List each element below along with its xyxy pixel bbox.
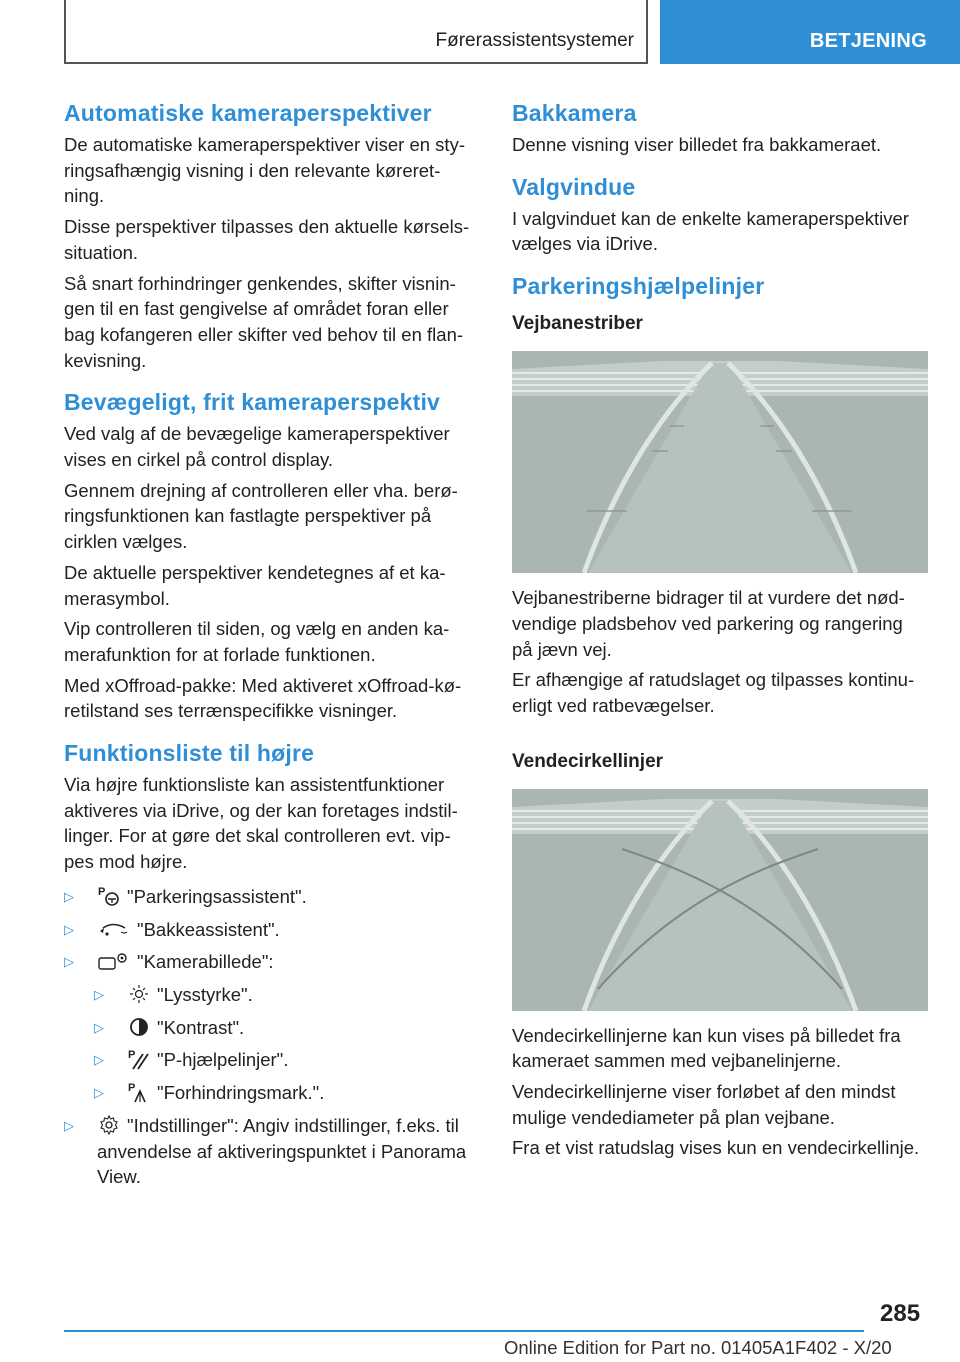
paragraph: Vejbanestriberne bidrager til at vurdere det nød-vendige pladsbehov ved parkering og rangering på jævn vej. [512, 587, 905, 660]
triangle-bullet-icon: ▷ [64, 921, 74, 937]
subheading-lane-lines: Vejbanestriber [512, 313, 643, 335]
paragraph: I valgvinduet kan de enkelte kameraperspektiver vælges via iDrive. [512, 207, 909, 255]
svg-text:P: P [128, 1049, 136, 1062]
triangle-bullet-icon: ▷ [64, 888, 74, 904]
left-column [64, 98, 480, 1197]
list-item [64, 884, 480, 910]
turning-circle-lines-image [512, 789, 928, 1011]
paragraph: Disse perspektiver tilpasses den aktuelle kørsels-situation. [64, 216, 470, 263]
paragraph: Vip controlleren til siden, og vælg en anden ka-merafunktion for at forlade funktionen. [64, 618, 450, 665]
paragraph: Er afhængige af ratudslaget og tilpasses kontinu-erligt ved ratbevægelser. [512, 669, 915, 716]
heading-selection-window: Valgvindue [512, 173, 636, 200]
paragraph: Via højre funktionsliste kan assistentfunktioner aktiveres via iDrive, og der kan foretages indstil-linger. For at gøre det skal controlleren evt. vip-pes mod højre. [64, 774, 458, 873]
header-section-title [64, 0, 648, 64]
list-item [64, 949, 480, 975]
paragraph: Fra et vist ratudslag vises kun en vendecirkellinje. [512, 1137, 920, 1159]
paragraph: Denne visning viser billedet fra bakkameraet. [512, 134, 882, 155]
page-number: 285 [880, 1300, 921, 1327]
heading-automatic-perspectives: Automatiske kameraperspektiver [64, 100, 432, 126]
paragraph: Gennem drejning af controlleren eller vha. berø-ringsfunktionen kan fastlagte perspektiver på cirklen vælges. [64, 479, 458, 553]
list-item [64, 982, 480, 1008]
heading-parking-guide-lines: Parkeringshjælpelinjer [512, 273, 765, 300]
list-item [64, 1047, 480, 1073]
svg-text:P: P [98, 885, 106, 898]
settings-gear-icon [97, 1114, 121, 1136]
subheading-turning-circle-lines: Vendecirkellinjer [512, 750, 664, 772]
camera-sublist [64, 982, 480, 1106]
contrast-icon [127, 1016, 151, 1038]
chapter-tab-label: BETJENING [809, 30, 927, 52]
paragraph: De automatiske kameraperspektiver viser en sty-ringsafhængig visning i den relevante køreret-ning. [64, 134, 465, 207]
function-list [64, 884, 480, 975]
list-item [64, 917, 480, 943]
chapter-tab [660, 0, 960, 64]
svg-text:P: P [128, 1082, 136, 1095]
list-item-text: "Bakkeassistent". [137, 918, 280, 940]
camera-settings-icon [97, 950, 131, 972]
section-title-text: Førerassistentsystemer [435, 30, 634, 51]
paragraph: Vendecirkellinjerne kan kun vises på billedet fra kameraet sammen med vejbanelinjerne. [512, 1024, 901, 1072]
obstacle-marking-icon [127, 1081, 151, 1103]
list-item-text: "Lysstyrke". [157, 983, 253, 1005]
list-item-text: "P-hjælpelinjer". [157, 1049, 289, 1071]
heading-function-list: Funktionsliste til højre [64, 740, 315, 767]
list-item-text: "Kamerabillede": [137, 951, 274, 973]
paragraph: Ved valg af de bevægelige kameraperspektiver vises en cirkel på control display. [64, 423, 450, 471]
brightness-icon [127, 983, 151, 1005]
reversing-assistant-icon [97, 918, 131, 940]
list-item [64, 1113, 480, 1190]
footer-divider [64, 1330, 864, 1332]
triangle-bullet-icon: ▷ [94, 986, 104, 1002]
list-item [64, 1080, 480, 1106]
edition-note: Online Edition for Part no. 01405A1F402 - X/20 [504, 1337, 892, 1358]
paragraph: Så snart forhindringer genkendes, skifter visnin-gen til en fast gengivelse af området foran eller bag kofangeren eller skifter ved behov til en flan-kevisning. [64, 272, 464, 371]
list-item-text: "Parkeringsassistent". [127, 885, 307, 907]
triangle-bullet-icon: ▷ [64, 1117, 74, 1133]
list-item [64, 1015, 480, 1041]
parking-assistant-icon [97, 885, 121, 907]
paragraph: Vendecirkellinjerne viser forløbet af den mindst mulige vendediameter på plan vejbane. [512, 1081, 896, 1128]
right-column [512, 98, 928, 1166]
heading-free-perspective: Bevægeligt, frit kameraperspektiv [64, 389, 441, 416]
triangle-bullet-icon: ▷ [94, 1052, 104, 1068]
heading-reversing-camera: Bakkamera [512, 100, 637, 126]
list-item-text: "Forhindringsmark.". [157, 1082, 325, 1104]
function-list-settings [64, 1113, 480, 1190]
list-item-text: "Kontrast". [157, 1016, 245, 1038]
triangle-bullet-icon: ▷ [64, 954, 74, 970]
lane-lines-image [512, 351, 928, 573]
list-item-text: "Indstillinger": Angiv indstillinger, f.eks. til anvendelse af aktiveringspunktet i Panorama View. [97, 1114, 467, 1188]
paragraph: Med xOffroad-pakke: Med aktiveret xOffroad-kø-retilstand ses terrænspecifikke visninger. [64, 674, 462, 722]
parking-lines-icon [127, 1048, 151, 1070]
triangle-bullet-icon: ▷ [94, 1085, 104, 1101]
triangle-bullet-icon: ▷ [94, 1019, 104, 1035]
paragraph: De aktuelle perspektiver kendetegnes af et ka-merasymbol. [64, 561, 446, 609]
